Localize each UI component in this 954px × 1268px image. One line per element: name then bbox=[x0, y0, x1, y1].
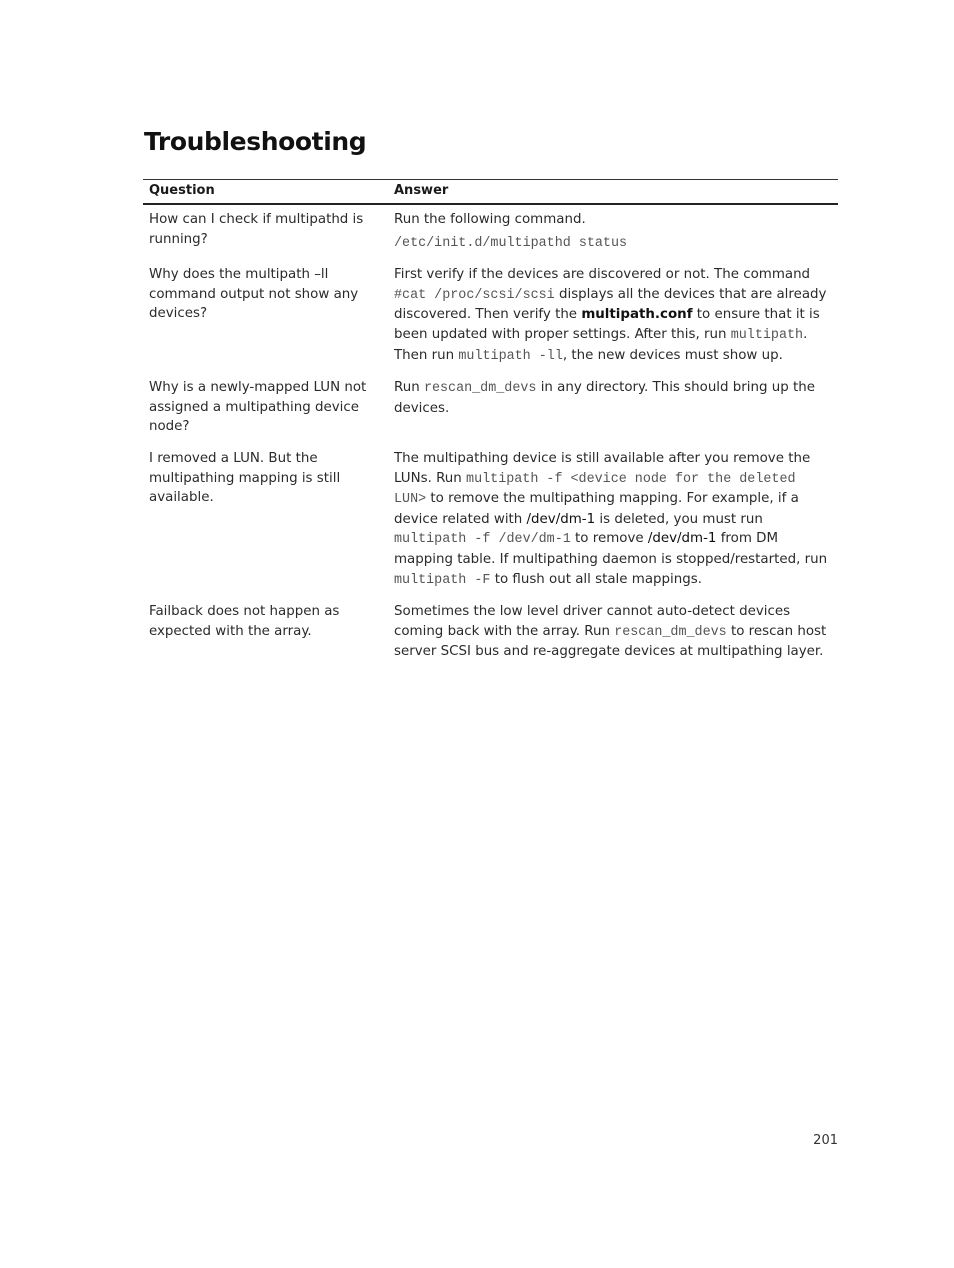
table-header-row bbox=[143, 180, 838, 205]
answer-text: is deleted, you must run bbox=[595, 511, 763, 527]
table-row bbox=[143, 374, 838, 445]
device-path: /dev/dm-1 bbox=[526, 511, 596, 527]
bold-term: multipath.conf bbox=[581, 307, 693, 323]
code-snippet: /etc/init.d/multipathd status bbox=[394, 235, 628, 251]
answer-text: , the new devices must show up. bbox=[562, 347, 783, 363]
table-row bbox=[143, 445, 838, 598]
code-snippet: multipath bbox=[730, 327, 804, 343]
question-cell: How can I check if multipathd is running? bbox=[149, 212, 364, 247]
question-cell: Failback does not happen as expected with the array. bbox=[149, 604, 340, 639]
code-snippet: #cat /proc/scsi/scsi bbox=[394, 287, 555, 303]
answer-text: First verify if the devices are discovered or not. The command bbox=[394, 267, 811, 283]
question-cell: I removed a LUN. But the multipathing mapping is still available. bbox=[149, 450, 341, 506]
code-snippet: rescan_dm_devs bbox=[614, 624, 727, 640]
answer-cell bbox=[388, 261, 838, 374]
answer-text: from DM mapping table. If multipathing daemon is stopped/restarted, run bbox=[394, 531, 828, 567]
answer-text: to ensure that it is been updated with proper settings. After this, run bbox=[394, 307, 820, 342]
table-row bbox=[143, 261, 838, 374]
page-number: 201 bbox=[813, 1133, 838, 1148]
device-path: /dev/dm-1 bbox=[647, 531, 717, 547]
answer-text: displays all the devices that are already discovered. Then verify the bbox=[394, 286, 827, 323]
answer-text: . Then run bbox=[394, 326, 808, 363]
table-row bbox=[143, 204, 838, 261]
answer-text: to rescan host server SCSI bus and re-aggregate devices at multipathing layer. bbox=[394, 623, 827, 660]
code-snippet: rescan_dm_devs bbox=[423, 381, 537, 397]
answer-text: to flush out all stale mappings. bbox=[490, 571, 702, 587]
troubleshooting-table bbox=[143, 179, 838, 670]
answer-cell bbox=[388, 374, 838, 445]
code-snippet: multipath -f <device node for the deleted LUN> bbox=[394, 471, 796, 508]
answer-cell bbox=[388, 598, 838, 670]
answer-text: to remove the multipathing mapping. For example, if a device related with bbox=[394, 491, 799, 527]
answer-cell bbox=[388, 445, 838, 598]
answer-cell bbox=[388, 204, 838, 261]
answer-text: Run the following command. bbox=[394, 212, 586, 227]
column-header-question: Question bbox=[143, 180, 388, 205]
code-snippet: multipath -F bbox=[394, 572, 491, 588]
answer-text: to remove bbox=[570, 531, 648, 547]
table-row bbox=[143, 598, 838, 670]
code-snippet: multipath -ll bbox=[458, 348, 563, 364]
page-title: Troubleshooting bbox=[144, 127, 367, 156]
answer-text: Run bbox=[394, 380, 424, 396]
question-cell: Why is a newly-mapped LUN not assigned a multipathing device node? bbox=[149, 380, 367, 435]
answer-text: Sometimes the low level driver cannot auto-detect devices coming back with the array. Run bbox=[394, 604, 791, 639]
answer-text: The multipathing device is still available after you remove the LUNs. Run bbox=[394, 450, 811, 486]
question-cell: Why does the multipath –ll command output not show any devices? bbox=[149, 267, 359, 322]
code-snippet: multipath -f /dev/dm-1 bbox=[394, 532, 571, 548]
column-header-answer: Answer bbox=[388, 180, 838, 205]
answer-text: in any directory. This should bring up the devices. bbox=[394, 380, 815, 416]
